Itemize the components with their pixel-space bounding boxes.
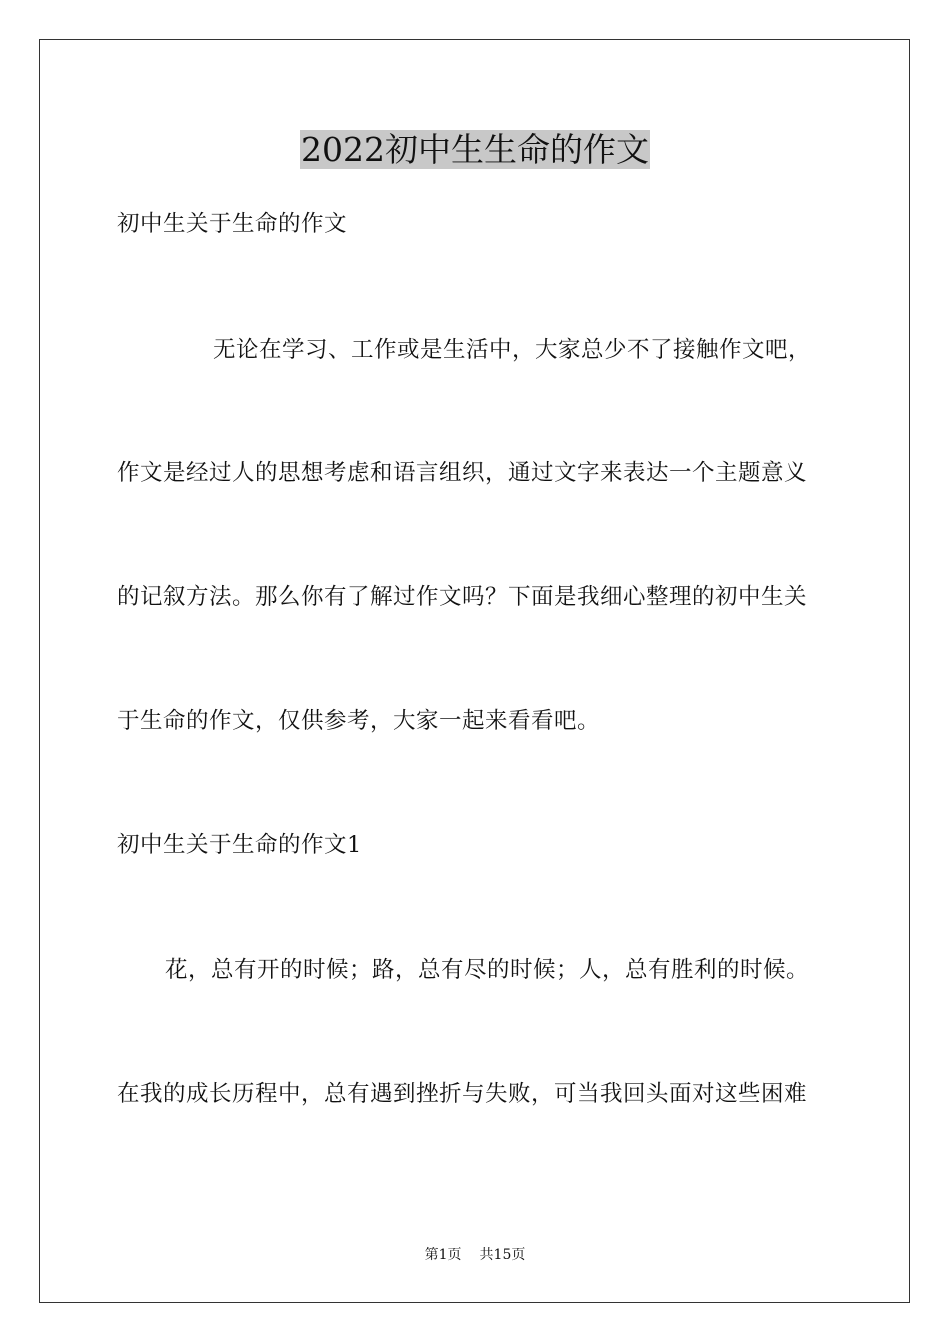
document-title-text: 2022初中生生命的作文 [301,130,649,169]
page-footer [0,1245,950,1265]
paragraph-line: 在我的成长历程中，总有遇到挫折与失败，可当我回头面对这些困难 [117,1081,808,1107]
page-number: 第1页 [424,1247,462,1263]
total-pages: 共15页 [479,1247,526,1263]
paragraph-line: 作文是经过人的思想考虑和语言组织，通过文字来表达一个主题意义 [117,460,808,486]
section-heading: 初中生关于生命的作文1 [117,832,362,858]
paragraph-line: 无论在学习、工作或是生活中，大家总少不了接触作文吧， [213,337,812,363]
document-title [0,128,950,172]
paragraph-line: 于生命的作文，仅供参考，大家一起来看看吧。 [117,708,601,734]
paragraph-line: 的记叙方法。那么你有了解过作文吗？下面是我细心整理的初中生关 [117,584,808,610]
subtitle-line: 初中生关于生命的作文 [117,211,348,237]
paragraph-line: 花，总有开的时候；路，总有尽的时候；人，总有胜利的时候。 [165,957,810,983]
